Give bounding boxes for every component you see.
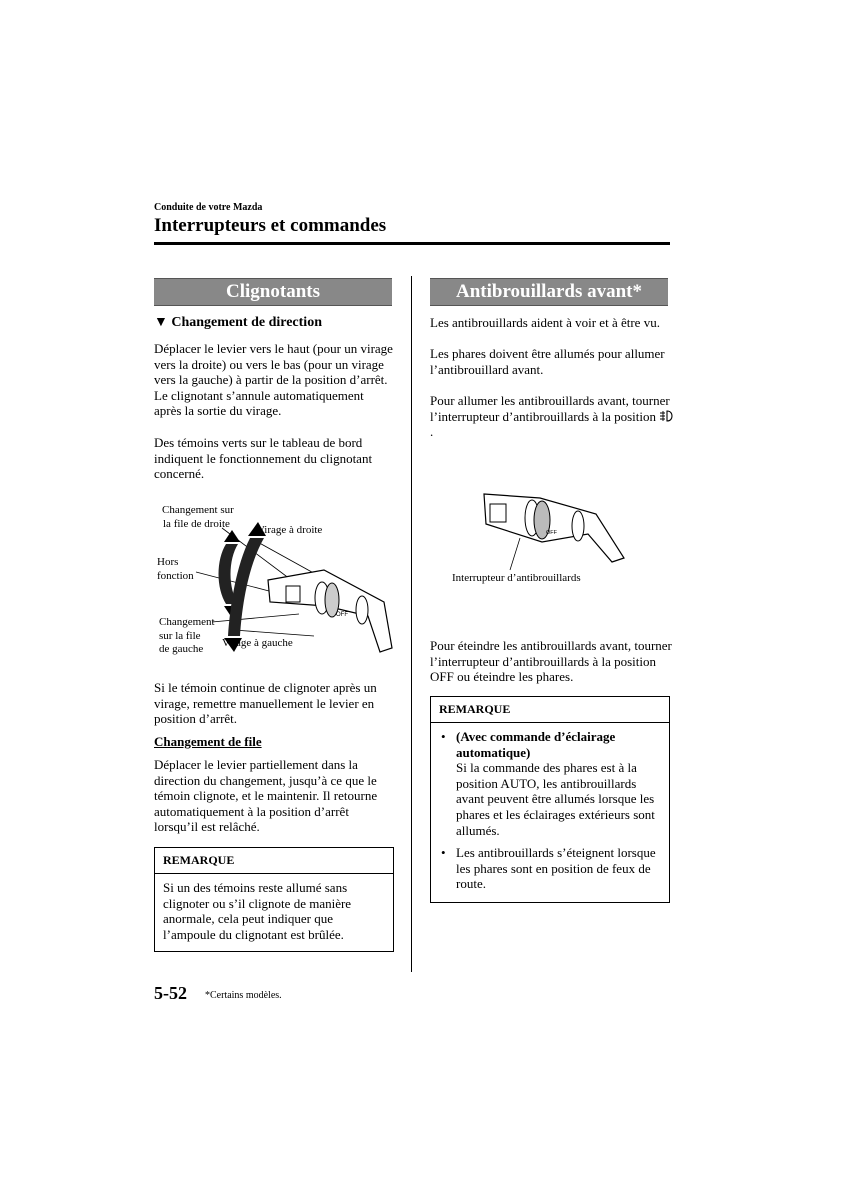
label-turn-left: Virage à gauche — [222, 637, 293, 649]
note-box-bulb — [154, 847, 394, 952]
section-title-turn-signals: Clignotants — [154, 278, 392, 306]
header-rule — [154, 242, 670, 245]
paragraph-lane-change: Déplacer le levier partiellement dans la direction du changement, jusqu’à ce que le témoin clignote, et le maintenir. Il retourne automatiquement à la position d’arrêt lorsqu’il est relâché. — [154, 757, 378, 835]
column-divider — [411, 276, 412, 972]
note-title: REMARQUE — [431, 697, 669, 723]
label-turn-right: Virage à droite — [257, 524, 323, 536]
heading-lane-change: Changement de file — [154, 734, 262, 749]
fog-light-switch-diagram — [450, 486, 640, 591]
footnote: *Certains modèles. — [205, 990, 282, 1001]
note-text: Si un des témoins reste allumé sans clignoter ou s’il clignote de manière anormale, cela peut indiquer que l’ampoule du clignotant est brûlée. — [163, 880, 352, 942]
label-lane-change-left: Changement sur la file de gauche — [159, 616, 215, 655]
note-bullet-list — [439, 729, 661, 892]
note-title: REMARQUE — [155, 848, 393, 874]
label-off-position: Hors fonction — [157, 556, 194, 582]
paragraph-fog-purpose: Les antibrouillards aident à voir et à être vu. — [430, 315, 660, 330]
switch-off-mark: OFF — [546, 530, 557, 536]
paragraph-fog-requirement: Les phares doivent être allumés pour allumer l’antibrouillard avant. — [430, 346, 665, 377]
switch-off-mark: OFF — [336, 612, 348, 618]
label-fog-switch: Interrupteur d’antibrouillards — [452, 572, 581, 584]
paragraph-turn-instructions: Déplacer le levier vers le haut (pour un virage vers la droite) ou vers le bas (pour un virage vers la gauche) à partir de la position d’arrêt. Le clignotant s’annule automatiquement après la sortie du virage. — [154, 341, 393, 419]
turn-signal-diagram — [154, 498, 404, 668]
section-label: Conduite de votre Mazda — [154, 202, 263, 213]
triangle-marker-icon: ▼ — [154, 315, 168, 330]
subheading-text: Changement de direction — [171, 315, 322, 330]
section-title-front-fog-lights: Antibrouillards avant* — [430, 278, 668, 306]
paragraph-indicator-lights: Des témoins verts sur le tableau de bord indiquent le fonctionnement du clignotant concerné. — [154, 435, 373, 482]
note-bullet-auto: • (Avec commande d’éclairage automatique) Si la commande des phares est à la position AUTO, les antibrouillards avant peuvent être allumés lorsque les phares et les éclairages extérieurs sont allumés. — [439, 729, 661, 838]
paragraph-fog-on: Pour allumer les antibrouillards avant, tourner l’interrupteur d’antibrouillards à la position . — [430, 393, 675, 440]
fog-light-icon — [659, 410, 673, 422]
paragraph-fog-off: Pour éteindre les antibrouillards avant, tourner l’interrupteur d’antibrouillards à la position OFF ou éteindre les phares. — [430, 638, 672, 685]
note-box-fog — [430, 696, 670, 903]
page-title: Interrupteurs et commandes — [154, 215, 387, 236]
paragraph-manual-reset: Si le témoin continue de clignoter après un virage, remettre manuellement le levier en position d’arrêt. — [154, 680, 377, 727]
subheading-turn — [154, 315, 322, 331]
note-bullet-high-beam: • Les antibrouillards s’éteignent lorsque les phares sont en position de feux de route. — [439, 845, 661, 892]
label-lane-change-right: Changement sur la file de droite — [162, 504, 234, 530]
page-number: 5-52 — [154, 983, 187, 1003]
